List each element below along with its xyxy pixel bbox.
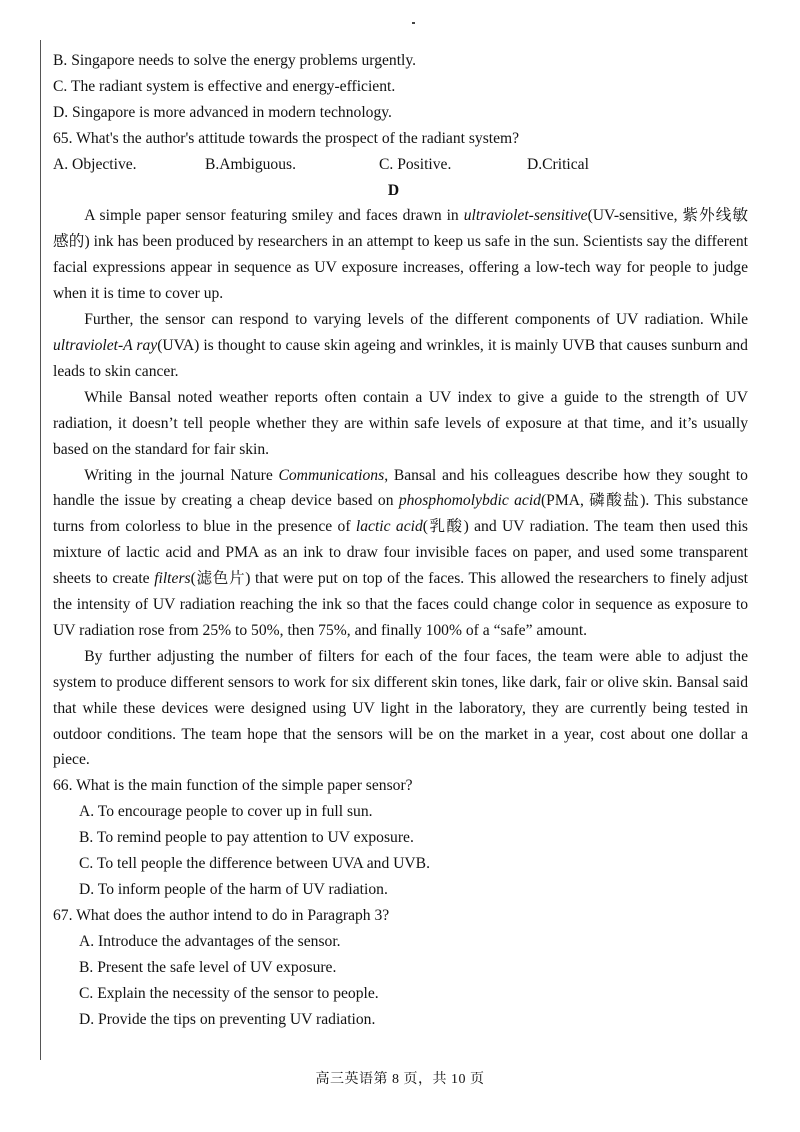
p1-text-1: A simple paper sensor featuring smiley and faces drawn in [84,207,464,225]
q66-option-c: C. To tell people the difference between UVA and UVB. [79,855,430,873]
p5-text-1: By further adjusting the number of filters for each of the four faces, the team were able to adjust the system to produce different sensors to work for six different skin tones, like dark, fair or olive skin. Bansal said that while these devices were designed using UV light in the laboratory, they are currently being tested in outdoor conditions. The team hope that the sensors will be on the market in a year, cost about one dollar a piece. [53,647,748,769]
q65-option-d: D.Critical [527,155,589,173]
q67-question: 67. What does the author intend to do in Paragraph 3? [53,906,390,924]
p4-italic-pma: phosphomolybdic acid [398,492,541,510]
page-content [53,48,748,1032]
p1-text-2: (UV-sensitive, 紫外线敏感的) ink has been produced by researchers in an attempt to keep us safe in the sun. Scientists say the different facial expressions appear in sequence as UV exposure increases, offering a low-tech way for people to judge when it is time to cover up. [53,207,749,303]
p3-text-1: While Bansal noted weather reports often contain a UV index to give a guide to the strength of UV radiation, it doesn’t tell people whether they are within safe levels of exposure at that time, and it’s usually based on the standard for fair skin. [53,388,748,458]
p2-text-1: Further, the sensor can respond to varying levels of the different components of UV radiation. While [84,311,748,329]
passage-paragraph-1 [53,203,748,307]
q66-option-a: A. To encourage people to cover up in full sun. [79,803,373,821]
q65-option-c: C. Positive. [379,155,452,173]
q65-option-b: B.Ambiguous. [205,155,296,173]
passage-paragraph-4 [53,463,748,644]
p2-text-2: (UVA) is thought to cause skin ageing and wrinkles, it is mainly UVB that causes sunburn and leads to skin cancer. [53,336,748,380]
q66-option-b: B. To remind people to pay attention to UV exposure. [79,829,414,847]
p4-text-3: (PMA, 磷酸盐). This substance turns from colorless to blue in the presence of [53,492,748,536]
print-mark [412,22,415,24]
q65-options [53,152,748,178]
p4-text-4: (乳酸) and UV radiation. The team then used this mixture of lactic acid and PMA as an ink to draw four invisible faces on paper, and used some transparent sheets to create [53,518,748,588]
passage-paragraph-3 [53,385,748,463]
q66-question: 66. What is the main function of the simple paper sensor? [53,777,413,795]
q66-option-d: D. To inform people of the harm of UV radiation. [79,881,388,898]
q67-option-b: B. Present the safe level of UV exposure. [79,958,337,976]
q67-option-c: C. Explain the necessity of the sensor to people. [79,984,379,1002]
binding-margin-line [40,40,41,1060]
page-footer: 高三英语第 8 页，共 10 页 [315,1072,485,1087]
q64-option-b: B. Singapore needs to solve the energy problems urgently. [53,52,417,69]
p4-text-1: Writing in the journal Nature [84,466,279,484]
q64-option-c: C. The radiant system is effective and energy-efficient. [53,77,396,95]
p2-italic-term: ultraviolet-A ray [53,336,158,354]
q67-option-a: A. Introduce the advantages of the sensor. [79,932,341,950]
q65-option-a: A. Objective. [53,155,137,173]
p4-italic-filters: filters [154,570,191,588]
passage-paragraph-5 [53,644,748,774]
p4-italic-journal: Communications [278,466,385,484]
p4-text-5: (滤色片) that were put on top of the faces. This allowed the researchers to finely adjust the intensity of UV radiation reaching the ink so that the faces could change color in sequence as exposure to UV radiation rose from 25% to 50%, then 75%, and finally 100% of a “safe” amount. [53,570,748,639]
q65-question: 65. What's the author's attitude towards the prospect of the radiant system? [53,129,520,147]
q64-option-d: D. Singapore is more advanced in modern technology. [53,103,392,121]
q67-option-d: D. Provide the tips on preventing UV radiation. [79,1010,376,1028]
section-heading: D [387,181,400,199]
p4-italic-lactic: lactic acid [355,518,423,536]
passage-paragraph-2 [53,307,748,385]
p4-text-2: , Bansal and his colleagues describe how they sought to handle the issue by creating a cheap device based on [53,466,748,510]
p1-italic-term: ultraviolet-sensitive [463,207,588,225]
